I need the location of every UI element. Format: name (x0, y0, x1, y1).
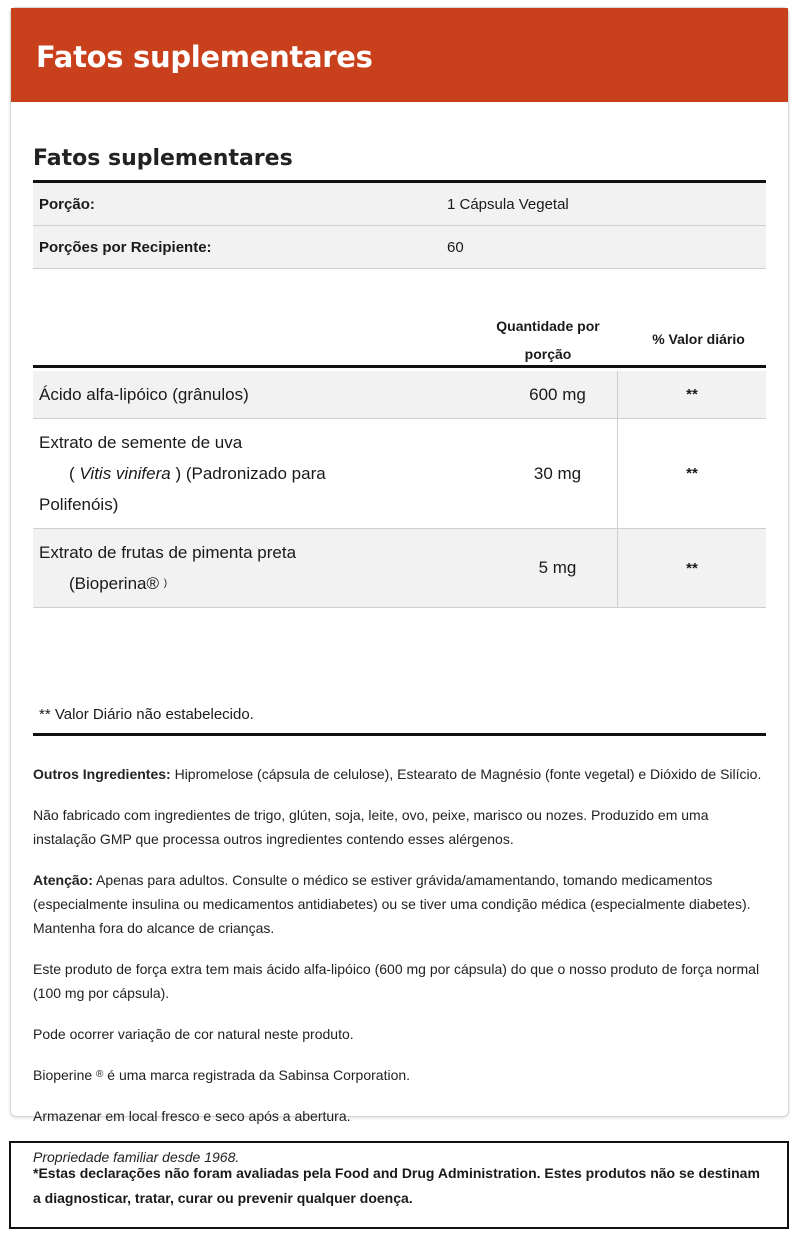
nutrient-amount: 600 mg (498, 371, 618, 418)
detail-suffix: ) (Padronizado para (170, 464, 326, 483)
servings-per-container-label: Porções por Recipiente: (39, 238, 212, 256)
additional-notes (33, 762, 773, 1186)
supplement-facts-card (10, 7, 789, 1165)
nutrient-detail-tail: Polifenóis) (39, 495, 119, 514)
color-statement: Pode ocorrer variação de cor natural neste produto. (33, 1026, 354, 1042)
nutrient-row-grape-seed (33, 419, 766, 529)
nutrient-row-black-pepper (33, 529, 766, 608)
latin-name: Vitis vinifera (79, 464, 171, 483)
caution-statement (33, 868, 773, 940)
servings-per-container-row (33, 226, 766, 269)
caution-label: Atenção: (33, 872, 93, 888)
detail-mark: ) (163, 578, 168, 589)
nutrient-name-text: Extrato de semente de uva (39, 433, 243, 452)
nutrient-name: Ácido alfa-lipóico (grânulos) (33, 371, 498, 418)
serving-size-value: 1 Cápsula Vegetal (447, 195, 569, 213)
nutrient-detail (39, 458, 492, 489)
bioperine-name: Bioperine (33, 1067, 93, 1083)
serving-size-label: Porção: (39, 195, 95, 213)
caution-text: Apenas para adultos. Consulte o médico se estiver grávida/amamentando, tomando medicamentos (especialmente insulina ou medicamentos antidiabetes) ou se tiver uma condição médica (especialmente diabetes). Mantenha fora do alcance de crianças. (33, 872, 751, 936)
card-header-title: Fatos suplementares (11, 8, 788, 102)
serving-table (33, 180, 766, 269)
strength-statement: Este produto de força extra tem mais ácido alfa-lipóico (600 mg por cápsula) do que o nosso produto de força normal (100 mg por cápsula). (33, 961, 760, 1001)
serving-row (33, 183, 766, 226)
servings-per-container-value: 60 (447, 238, 464, 256)
bioperine-text: é uma marca registrada da Sabinsa Corporation. (103, 1067, 411, 1083)
nutrient-name (33, 419, 498, 528)
other-ingredients (33, 762, 773, 786)
nutrient-daily-value: ** (618, 419, 766, 528)
amount-column-header: Quantidade por porção (496, 318, 600, 362)
nutrient-row-alpha-lipoic (33, 371, 766, 419)
nutrient-amount: 5 mg (498, 529, 618, 607)
nutrient-table-header (33, 312, 766, 368)
nutrient-name (33, 529, 498, 607)
registered-mark: ® (96, 1069, 104, 1080)
facts-title: Fatos suplementares (33, 146, 293, 171)
nutrient-daily-value: ** (618, 371, 766, 418)
fda-disclaimer: *Estas declarações não foram avaliadas pela Food and Drug Administration. Estes produtos não se destinam a diagnosticar, tratar, curar ou prevenir qualquer doença. (9, 1141, 789, 1229)
storage-statement: Armazenar em local fresco e seco após a abertura. (33, 1108, 351, 1124)
nutrient-daily-value: ** (618, 529, 766, 607)
nutrient-name-text: Extrato de frutas de pimenta preta (39, 543, 297, 562)
nutrient-amount: 30 mg (498, 419, 618, 528)
other-ingredients-text: Hipromelose (cápsula de celulose), Estearato de Magnésio (fonte vegetal) e Dióxido de Silício. (170, 766, 762, 782)
allergen-statement: Não fabricado com ingredientes de trigo, glúten, soja, leite, ovo, peixe, marisco ou nozes. Produzido em uma instalação GMP que processa outros ingredientes contendo esses alérgenos. (33, 807, 709, 847)
daily-value-column-header: % Valor diário (652, 331, 745, 347)
detail-text: (Bioperina® (69, 574, 160, 593)
daily-value-footnote: ** Valor Diário não estabelecido. (33, 693, 766, 736)
other-ingredients-label: Outros Ingredientes: (33, 766, 171, 782)
detail-prefix: ( (69, 464, 80, 483)
nutrient-detail (39, 568, 492, 599)
family-owned-text: Propriedade familiar desde 1968. (33, 1149, 240, 1165)
nutrient-table (33, 371, 766, 608)
bioperine-statement (33, 1063, 773, 1087)
